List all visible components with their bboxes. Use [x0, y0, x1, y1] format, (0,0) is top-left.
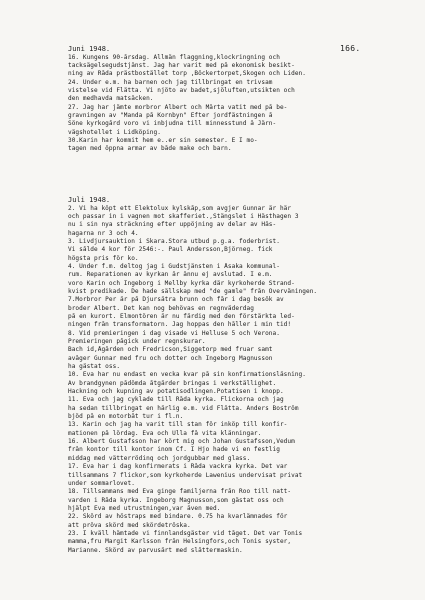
section-body [68, 54, 398, 154]
text-line: på en kurort. Elmontören är nu färdig med den förstärkta led- [68, 312, 295, 320]
text-line: 8. Vid premieringen i dag visade vi Helluse 5 och Verona. [68, 329, 280, 337]
text-line: från kontor till kontor inom Cf. I Hjo hade vi en festlig [68, 446, 280, 454]
text-line: 24. Under e.m. ha barnen och jag tillbringat en trivsam [68, 78, 273, 86]
text-line: 4. Under f.m. deltog jag i Gudstjänsten i Åsaka kommunal- [68, 262, 280, 270]
text-line: Marianne. Skörd av parvusärt med slåttermaskin. [68, 546, 243, 554]
text-line: bjöd på en motorbåt tur i fl.n. [68, 413, 184, 421]
text-line: 3. Livdjursauktion i Skara.Stora utbud p.g.a. foderbrist. [68, 237, 280, 245]
text-line: under sommarlovet. [68, 479, 135, 487]
text-line: 22. Skörd av höstraps med bindare. 0.75 ha kvarlämnades för [68, 513, 288, 521]
section-heading: Juli 1948. [68, 196, 111, 204]
text-line: Bach id,Ågården och Fredricson,Siggetorp med fruar samt [68, 346, 273, 354]
page-number: 166. [340, 44, 361, 53]
text-line: voro Karin och Ingeborg i Mellby kyrka där kyrkoherde Strand- [68, 279, 295, 287]
text-line: tagen med öppna armar av både make och barn. [68, 145, 232, 153]
text-line: Av brandgynen pådömda åtgärder bringas i verkställighet. [68, 379, 277, 387]
text-line: rum. Reparationen av kyrkan är ännu ej avslutad. I e.m. [68, 271, 273, 279]
text-line: 27. Jag har jämte morbror Albert och Märta vatit med på be- [68, 103, 288, 111]
text-line: broder Albert. Det kan nog behövas en regnväderdag [68, 304, 254, 312]
text-line: högsta pris för ko. [68, 254, 139, 262]
text-line: tillsammans 7 flickor,som kyrkoherde Lawenius undervisat privat [68, 471, 303, 479]
section-heading: Juni 1948. [68, 45, 111, 53]
text-line: ha gästat oss. [68, 363, 121, 371]
text-line: ning av Råda prästbostället torp ,Böckertorpet,Skogen och Liden. [68, 70, 306, 78]
text-line: Söne kyrkogård voro vi inbjudna till minnesstund å Järn- [68, 120, 277, 128]
text-line: Vi sålde 4 kor för 2546:-. Paul Andersson,Björneg. fick [68, 246, 273, 254]
text-line: tacksägelsegudstjänst. Jag har varit med på ekonomisk besikt- [68, 61, 295, 69]
text-line: hjälpt Eva med utrustningen,var även med. [68, 504, 221, 512]
text-line: 30.Karin har kommit hem e..er sin semester. E I mo- [68, 136, 258, 144]
text-line: 11. Eva och jag cyklade till Råda kyrka. Flickorna och jag [68, 396, 284, 404]
text-line: vistelse vid Flätta. Vi njöto av badet,sjöluften,utsikten och [68, 86, 295, 94]
text-line: 10. Eva har nu endast en vecka kvar på sin konfirmationsläsning. [68, 371, 306, 379]
text-line: avåger Gunnar med fru och dotter och Ingeborg Magnusson [68, 354, 273, 362]
text-line: den medhavda matsäcken. [68, 95, 154, 103]
text-line: mamma,fru Margit Karlsson från Helsingfors,och Tonis syster, [68, 538, 292, 546]
text-line: 16. Albert Gustafsson har kört mig och Johan Gustafsson,Vedum [68, 438, 295, 446]
text-line: mationen på lördag. Eva och Ulla få vita klänningar. [68, 429, 262, 437]
text-line: Hackning och kupning av potatisodlingen.Potatisen i knopp. [68, 388, 284, 396]
text-line: hagarna nr 3 och 4. [68, 229, 139, 237]
text-line: 16. Kungens 90-årsdag. Allmän flaggning,klockringning och [68, 53, 280, 61]
text-line: varden i Råda kyrka. Ingeborg Magnusson,som gästat oss och [68, 496, 284, 504]
text-line: vägshotellet i Lidköping. [68, 128, 161, 136]
text-line: gravningen av "Manda på Kornbyn" Efter jordfästningen å [68, 111, 273, 119]
text-line: 23. I kväll hämtade vi finnlandsgäster vid tåget. Det var Tonis [68, 529, 303, 537]
text-line: ningen från transformatorn. Jag hoppas den håller i min tid! [68, 321, 292, 329]
section-body [68, 205, 398, 555]
section-june [68, 45, 398, 154]
text-line: kvist predikade. De hade sällskap med "de gamle" från Överväningen. [68, 287, 318, 295]
text-line: Premieringen pågick under regnskurar. [68, 338, 206, 345]
text-line: 2. Vi ha köpt ett Elektolux kylskåp,som avgjer Gunnar är här [68, 204, 292, 212]
text-line: ha sedan tillbringat en härlig e.m. vid Flätta. Anders Boström [68, 404, 299, 412]
section-july [68, 196, 398, 555]
text-line: att pröva skörd med skördetröska. [68, 521, 191, 529]
text-line: 7.Morbror Per är på Djursätra brunn och får i dag besök av [68, 296, 284, 304]
text-line: 18. Tillsammans med Eva ginge familjerna från Roo till natt- [68, 488, 292, 496]
text-line: middag med vätterrödinq och jordgubbar med glass. [68, 454, 251, 462]
text-line: 17. Eva har i dag konfirmerats i Råda vackra kyrka. Det var [68, 463, 288, 471]
text-line: 13. Karin och jag ha varit till stan för inköp till konfir- [68, 421, 288, 429]
text-line: nu i sin nya sträckning efter uppöjning av delar av Häs- [68, 221, 277, 229]
text-line: och passar in i vagnen mot skafferiet.,Stängslet i Hästhagen 3 [68, 212, 299, 220]
